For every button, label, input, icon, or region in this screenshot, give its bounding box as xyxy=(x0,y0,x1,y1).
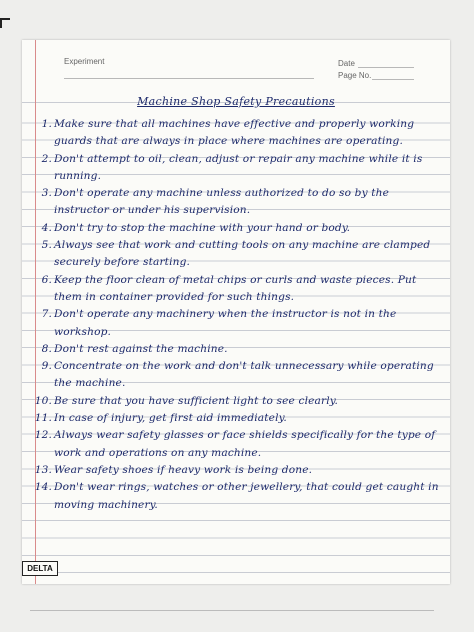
page-header xyxy=(22,40,450,103)
page-title: Machine Shop Safety Precautions xyxy=(137,95,335,108)
item-text: Don't try to stop the machine with your hand or body. xyxy=(54,221,351,234)
item-text: Keep the floor clean of metal chips or curls and waste pieces. Put them in container provided for such things. xyxy=(54,273,417,303)
item-number: 5. xyxy=(41,239,52,252)
item-number: 10. xyxy=(34,394,52,407)
item-text: Don't operate any machinery when the instructor is not in the workshop. xyxy=(54,308,397,338)
experiment-line xyxy=(64,78,314,79)
item-number: 1. xyxy=(41,118,52,130)
item-number: 11. xyxy=(34,412,52,425)
item-text: Be sure that you have sufficient light to see clearly. xyxy=(54,394,338,407)
list-item xyxy=(30,272,440,307)
list-item xyxy=(30,185,440,220)
notebook-page xyxy=(22,40,450,584)
item-number: 14. xyxy=(34,481,52,494)
list-item xyxy=(30,393,440,410)
item-text: Don't rest against the machine. xyxy=(54,342,228,355)
page-no-label: Page No. xyxy=(338,71,372,80)
item-text: Don't attempt to oil, clean, adjust or repair any machine while it is running. xyxy=(54,152,423,182)
list-item xyxy=(30,341,440,358)
item-text: Concentrate on the work and don't talk unnecessary while operating the machine. xyxy=(54,360,434,390)
list-item xyxy=(30,306,440,341)
list-item xyxy=(30,410,440,427)
list-item xyxy=(30,116,440,151)
list-item xyxy=(30,358,440,393)
item-number: 6. xyxy=(41,273,52,286)
date-label: Date xyxy=(338,59,355,68)
item-text: Don't operate any machine unless authorized to do so by the instructor or under his supervision. xyxy=(54,187,390,217)
brand-logo: DELTA xyxy=(22,561,58,576)
item-number: 9. xyxy=(41,360,52,373)
item-number: 8. xyxy=(41,342,52,355)
item-text: Always see that work and cutting tools on any machine are clamped securely before starting. xyxy=(54,239,431,269)
list-item xyxy=(30,151,440,186)
experiment-label: Experiment xyxy=(64,57,105,66)
item-text: Don't wear rings, watches or other jewellery, that could get caught in moving machinery. xyxy=(54,481,439,511)
item-number: 12. xyxy=(34,429,52,442)
item-number: 4. xyxy=(41,221,52,234)
corner-mark-vertical xyxy=(0,18,2,28)
page-no-line xyxy=(372,79,414,80)
item-number: 13. xyxy=(34,463,52,476)
item-text: Wear safety shoes if heavy work is being done. xyxy=(54,463,313,476)
bottom-rule xyxy=(30,610,434,611)
item-number: 7. xyxy=(41,308,52,321)
item-text: In case of injury, get first aid immediately. xyxy=(54,412,287,425)
list-item xyxy=(30,462,440,479)
item-number: 3. xyxy=(41,187,52,200)
item-text: Always wear safety glasses or face shields specifically for the type of work and operations on any machine. xyxy=(54,429,436,459)
list-item xyxy=(30,479,440,514)
list-item xyxy=(30,427,440,462)
item-text: Make sure that all machines have effective and properly working guards that are always in place where machines are operating. xyxy=(54,118,415,148)
date-line xyxy=(358,67,414,68)
precautions-list xyxy=(30,116,440,514)
item-number: 2. xyxy=(41,152,52,165)
list-item xyxy=(30,220,440,237)
list-item xyxy=(30,237,440,272)
